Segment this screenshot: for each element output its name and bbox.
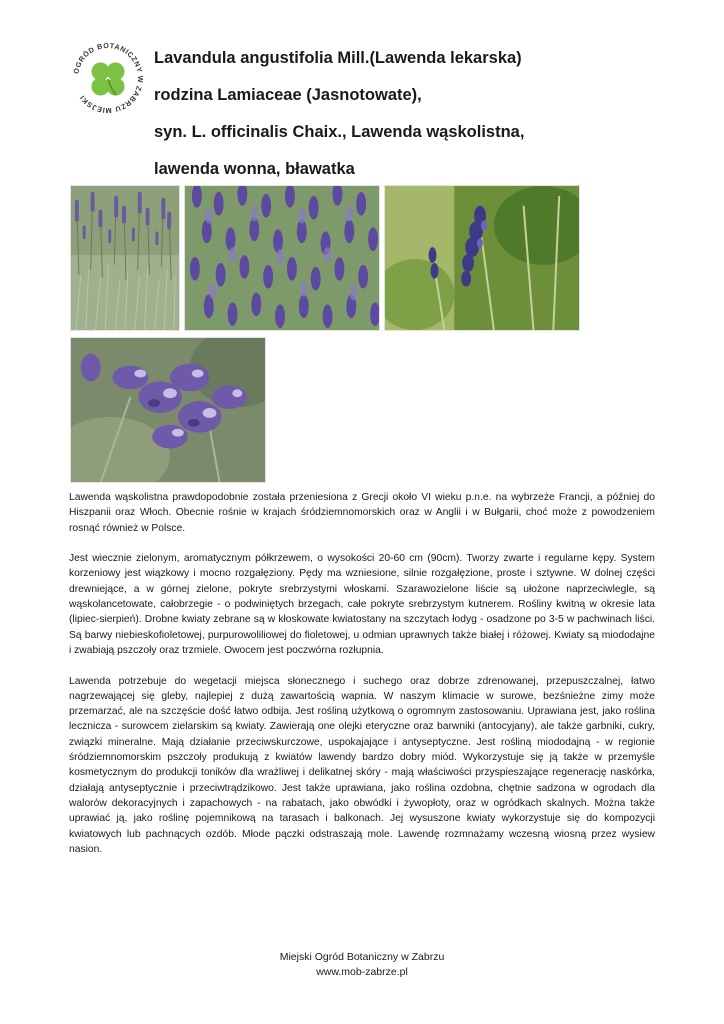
footer-website: www.mob-zabrze.pl [316,966,408,978]
footer-organization: Miejski Ogród Botaniczny w Zabrzu [279,951,445,963]
page-footer [0,950,724,980]
garden-logo [70,40,146,116]
photo-lavender-plants [70,185,180,331]
title-line-2: rodzina Lamiaceae (Jasnotowate), [154,86,422,104]
photo-lavender-field [184,185,380,331]
title-line-1: Lavandula angustifolia Mill.(Lawenda lekarska) [154,49,522,67]
paragraph-origin: Lawenda wąskolistna prawdopodobnie została przeniesiona z Grecji około VI wieku p.n.e. na wybrzeże Francji, a później do Hiszpanii oraz Włoch. Obecnie rośnie w krajach śródziemnomorskich oraz w Anglii i w Bułgarii, choć może z powodzeniem rosnąć również w Polsce. [69,492,655,534]
four-leaf-clover-icon [92,63,125,96]
svg-text:OGRÓD BOTANICZNY W ZABRZU MIEJ [71,41,145,115]
description-text [69,490,655,872]
title-line-3: syn. L. officinalis Chaix., Lawenda wąskolistna, [154,123,525,141]
paragraph-cultivation: Lawenda potrzebuje do wegetacji miejsca słonecznego i suchego oraz dobrze zdrenowanej, przepuszczalnej, łatwo nagrzewającej się gleby, najlepiej z dużą zawartością wapnia. W naszym klimacie w surowe, bezśnieżne zimy może przemarzać, ale na szczęście dość łatwo odbija. Jest rośliną użytkową o ogromnym zastosowaniu. Uprawiana jest, jako roślina lecznicza - surowcem zielarskim są kwiaty. Zawierają one olejki eteryczne oraz barwniki (antocyjany), ale także garbniki, cukry, związki mineralne. Mają działanie przeciwskurczowe, uspokajające i antyseptyczne. Jest rośliną miododajną - w regionie śródziemnomorskim pszczoły produkują z kwiatów lawendy bardzo dobry miód. Wykorzystuje się ją także w przemyśle kosmetycznym do produkcji toników dla wrażliwej i delikatnej skóry - mają właściwości przyspieszające regenerację naskórka, działają antyseptycznie i przeciwtrądzikowo. Jest także uprawiana, jako roślina ozdobna, chętnie sadzona w ogrodach dla walorów dekoracyjnych i zapachowych - na rabatach, jako obwódki i żywopłoty, oraz w ogródkach skalnych. Można także uprawiać ją, jako roślinę pojemnikową na tarasach i balkonach. Jej wysuszone kwiaty wykorzystuje się do kompozycji kwiatowych lub pachnących ozdób. Młode pączki odstraszają mole. Lawendę rozmnażamy wczesną wiosną przez wysiew nasion. [69,675,655,855]
photo-lavender-macro [70,337,266,483]
logo-ring-text: OGRÓD BOTANICZNY W ZABRZU MIEJSKI [71,40,146,116]
paragraph-morphology: Jest wiecznie zielonym, aromatycznym półkrzewem, o wysokości 20-60 cm (90cm). Tworzy zwarte i regularne kępy. System korzeniowy jest wiązkowy i mocno rozgałęziony. Pędy ma wzniesione, silnie rozgałęzione, proste i sztywne. W dolnej części drewniejące, a w górnej zielone, pokryte srebrzystymi włoskami. Szarawozielone liście są ułożone naprzeciwlegle, są wąskolancetowate, całobrzegie - o podwiniętych brzegach, całe pokryte srebrzystym kutnerem. Rośliny kwitną w okresie lata (lipiec-sierpień). Drobne kwiaty zebrane są w kłoskowate kwiatostany na szczytach łodyg - osadzone po 3-5 w pachwinach liści. Są barwy niebieskofioletowej, purpurowoliliowej do fioletowej, u odmian uprawnych także białej i różowej. Kwiaty są miododajne i zwabiają pszczoły oraz trzmiele. Owocem jest poczwórna rozłupnia. [69,553,655,656]
title-line-4: lawenda wonna, bławatka [154,160,355,178]
species-title [154,40,674,188]
photo-lavender-spike [384,185,580,331]
